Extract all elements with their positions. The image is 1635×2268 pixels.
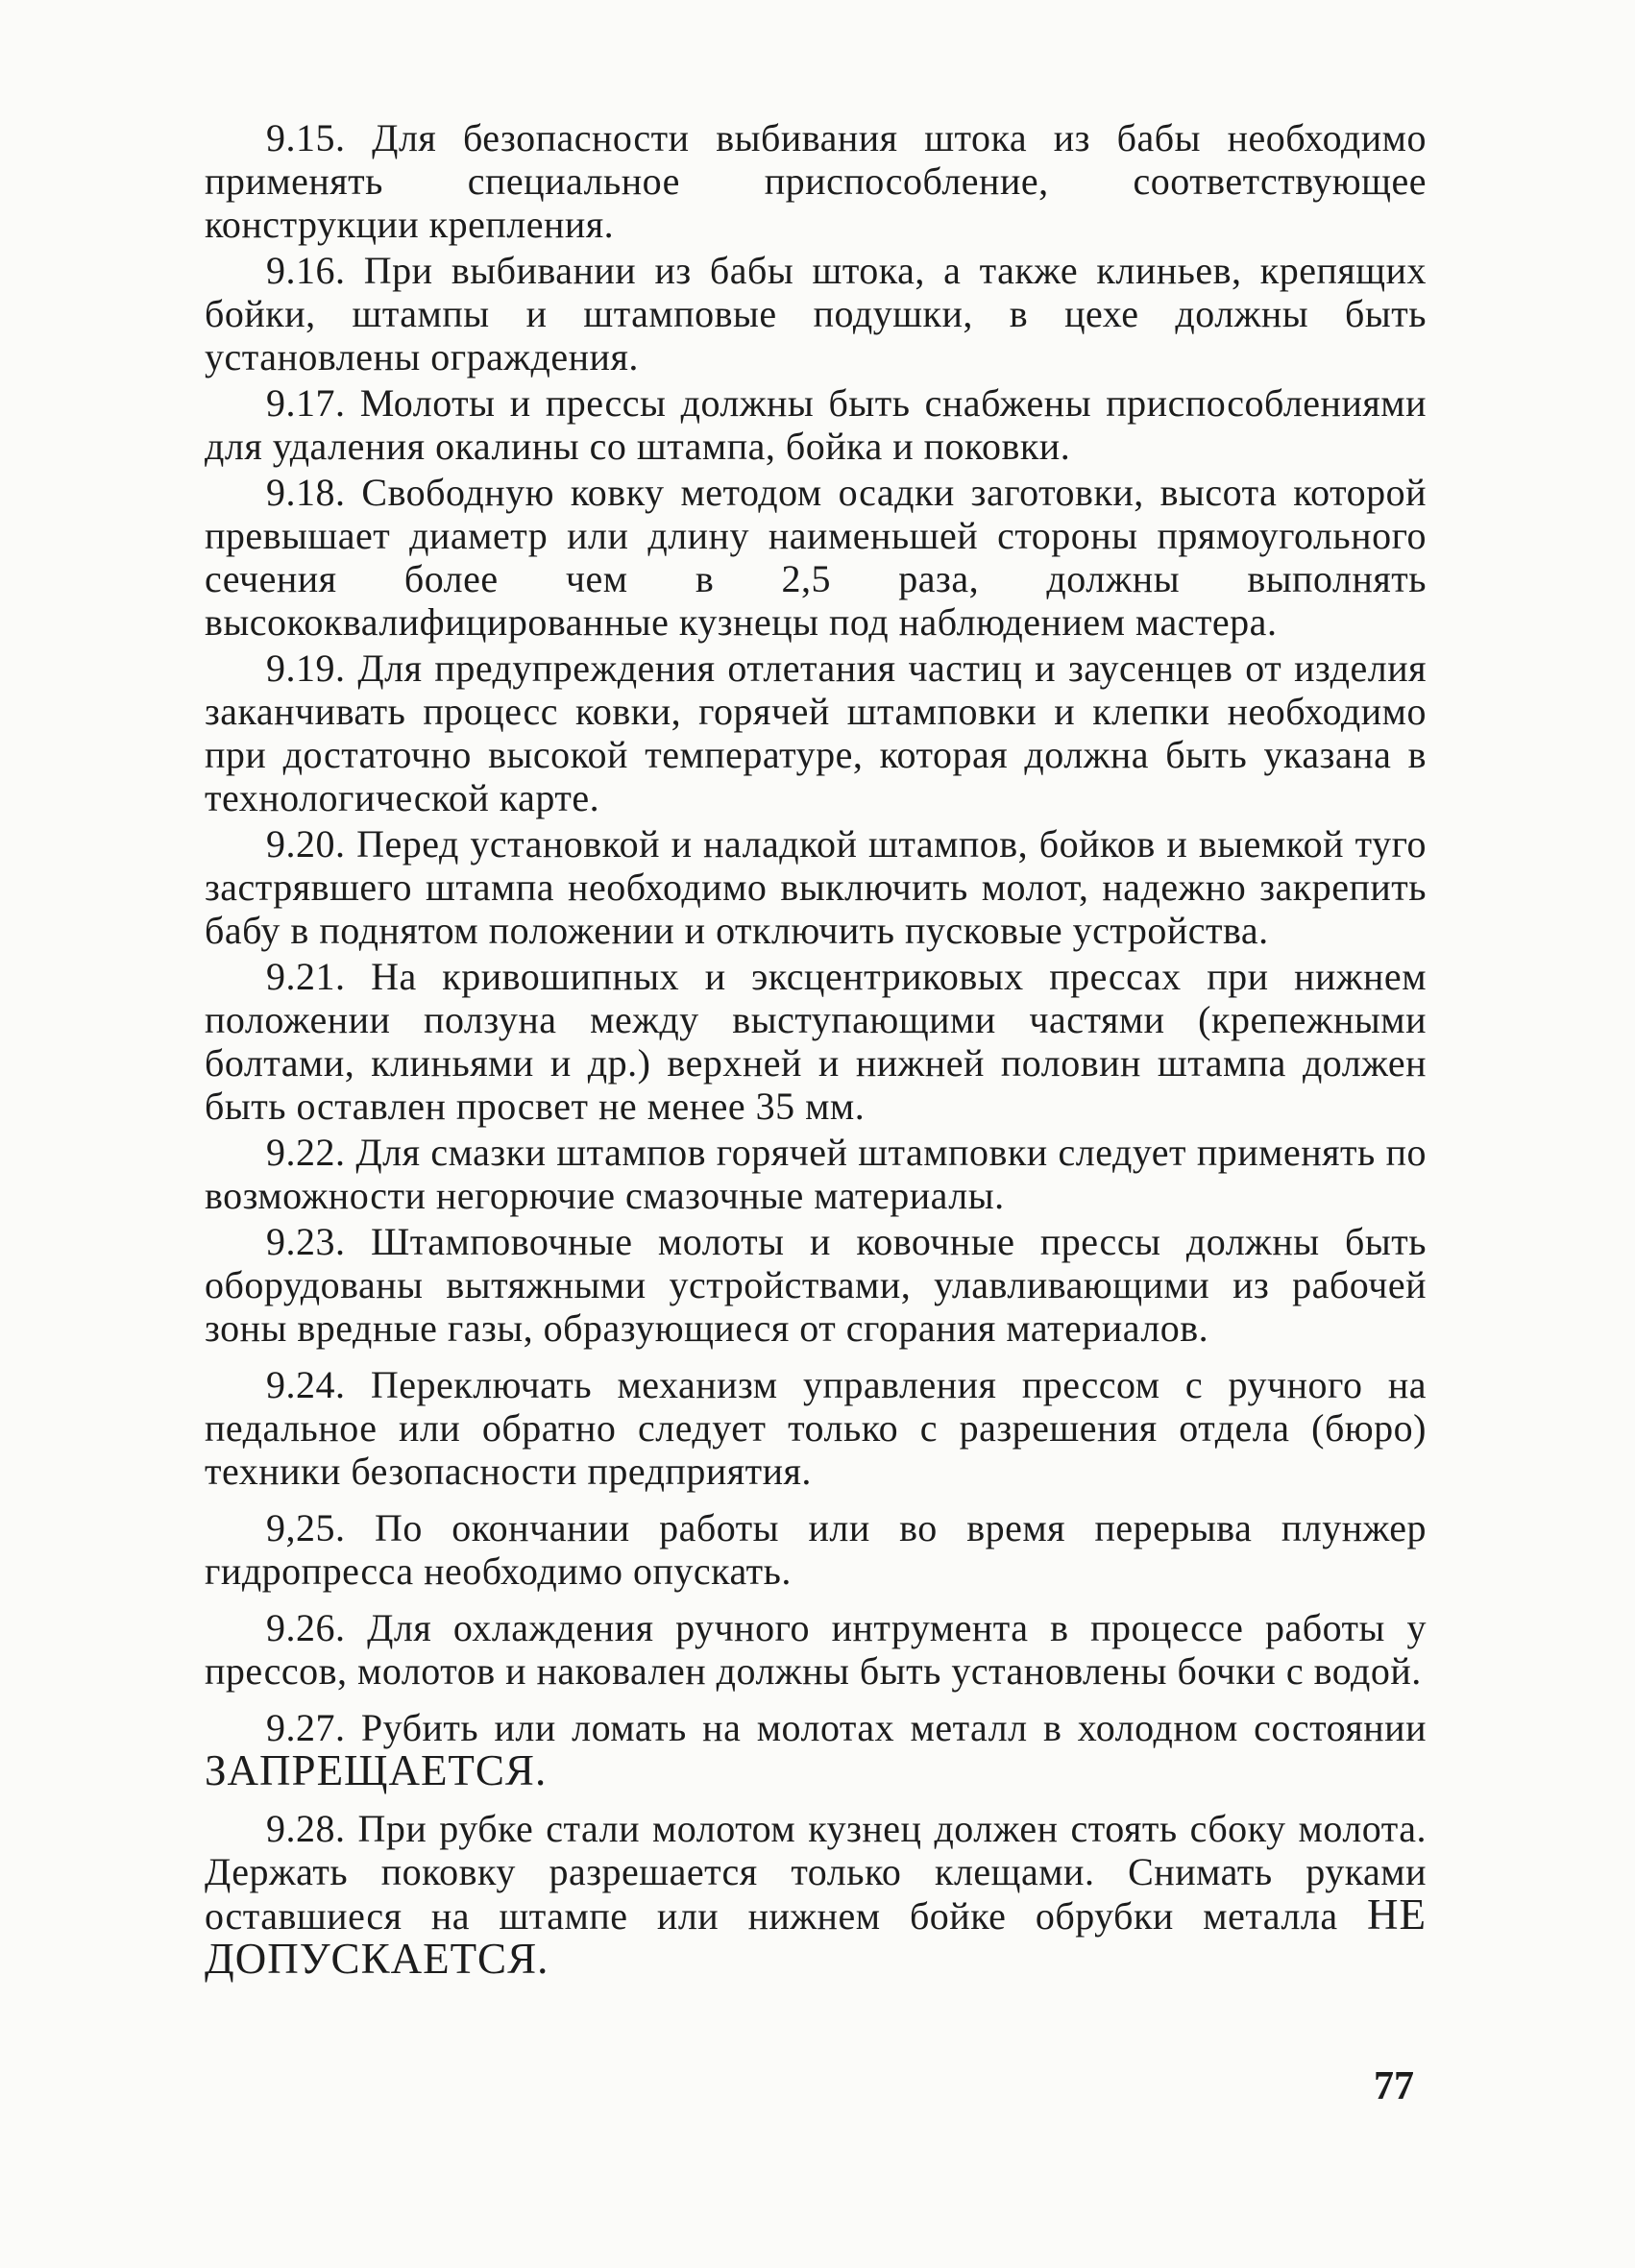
paragraph-9-26 <box>205 1606 1427 1693</box>
paragraph-9-28 <box>205 1807 1427 1982</box>
paragraph-9-25 <box>205 1506 1427 1593</box>
paragraph-text: 9.22. Для смазки штампов горячей штамповки следует применять по возможности негорючие смазочные материалы. <box>205 1131 1427 1217</box>
emphasis-prohibited: ЗАПРЕЩАЕТСЯ. <box>205 1746 548 1794</box>
paragraph-text: 9.18. Свободную ковку методом осадки заготовки, высота которой превышает диаметр или длину наименьшей стороны прямоугольного сечения более чем в 2,5 раза, должны выполнять высококвалифицированные кузнецы под наблюдением мастера. <box>205 471 1427 644</box>
paragraph-9-23 <box>205 1220 1427 1350</box>
paragraph-9-15 <box>205 116 1427 246</box>
paragraph-9-21 <box>205 955 1427 1128</box>
paragraph-text: 9.27. Рубить или ломать на молотах металл в холодном состоянии <box>266 1706 1427 1749</box>
paragraph-text: 9.24. Переключать механизм управления прессом с ручного на педальное или обратно следует только с разрешения отдела (бюро) техники безопасности предприятия. <box>205 1363 1427 1493</box>
emphasis-not-allowed: НЕ ДОПУСКАЕТСЯ. <box>205 1890 1428 1983</box>
paragraph-text: 9.19. Для предупреждения отлетания частиц и заусенцев от изделия заканчивать процесс ковки, горячей штамповки и клепки необходимо при достаточно высокой температуре, которая должна быть указана в технологической карте. <box>205 646 1427 819</box>
paragraph-text: 9,25. По окончании работы или во время перерыва плунжер гидропресса необходимо опускать. <box>205 1506 1427 1593</box>
paragraph-9-22 <box>205 1131 1427 1217</box>
paragraph-9-20 <box>205 822 1427 952</box>
paragraph-text: 9.26. Для охлаждения ручного интрумента в процессе работы у прессов, молотов и наковален должны быть установлены бочки с водой. <box>205 1606 1427 1693</box>
paragraph-text: 9.16. При выбивании из бабы штока, а также клиньев, крепящих бойки, штампы и штамповые подушки, в цехе должны быть установлены ограждения. <box>205 249 1427 378</box>
paragraph-9-16 <box>205 249 1427 378</box>
paragraph-9-19 <box>205 646 1427 819</box>
page-number: 77 <box>1374 2064 1414 2109</box>
body-text <box>205 116 1427 1985</box>
paragraph-text: 9.23. Штамповочные молоты и ковочные прессы должны быть оборудованы вытяжными устройствами, улавливающими из рабочей зоны вредные газы, образующиеся от сгорания материалов. <box>205 1220 1427 1350</box>
paragraph-text: 9.21. На кривошипных и эксцентриковых прессах при нижнем положении ползуна между выступающими частями (крепежными болтами, клиньями и др.) верхней и нижней половин штампа должен быть оставлен просвет не менее 35 мм. <box>205 955 1427 1128</box>
paragraph-text: 9.28. При рубке стали молотом кузнец должен стоять сбоку молота. Держать поковку разрешается только клещами. Снимать руками оставшиеся на штампе или нижнем бойке обрубки металла <box>205 1807 1427 1938</box>
paragraph-9-24 <box>205 1363 1427 1493</box>
paragraph-text: 9.15. Для безопасности выбивания штока из бабы необходимо применять специальное приспособление, соответствующее конструкции крепления. <box>205 116 1427 246</box>
paragraph-text: 9.17. Молоты и прессы должны быть снабжены приспособлениями для удаления окалины со штампа, бойка и поковки. <box>205 381 1427 468</box>
paragraph-9-27 <box>205 1706 1427 1793</box>
paragraph-9-18 <box>205 471 1427 644</box>
paragraph-9-17 <box>205 381 1427 468</box>
paragraph-text: 9.20. Перед установкой и наладкой штампов, бойков и выемкой туго застрявшего штампа необходимо выключить молот, надежно закрепить бабу в поднятом положении и отключить пусковые устройства. <box>205 822 1427 952</box>
